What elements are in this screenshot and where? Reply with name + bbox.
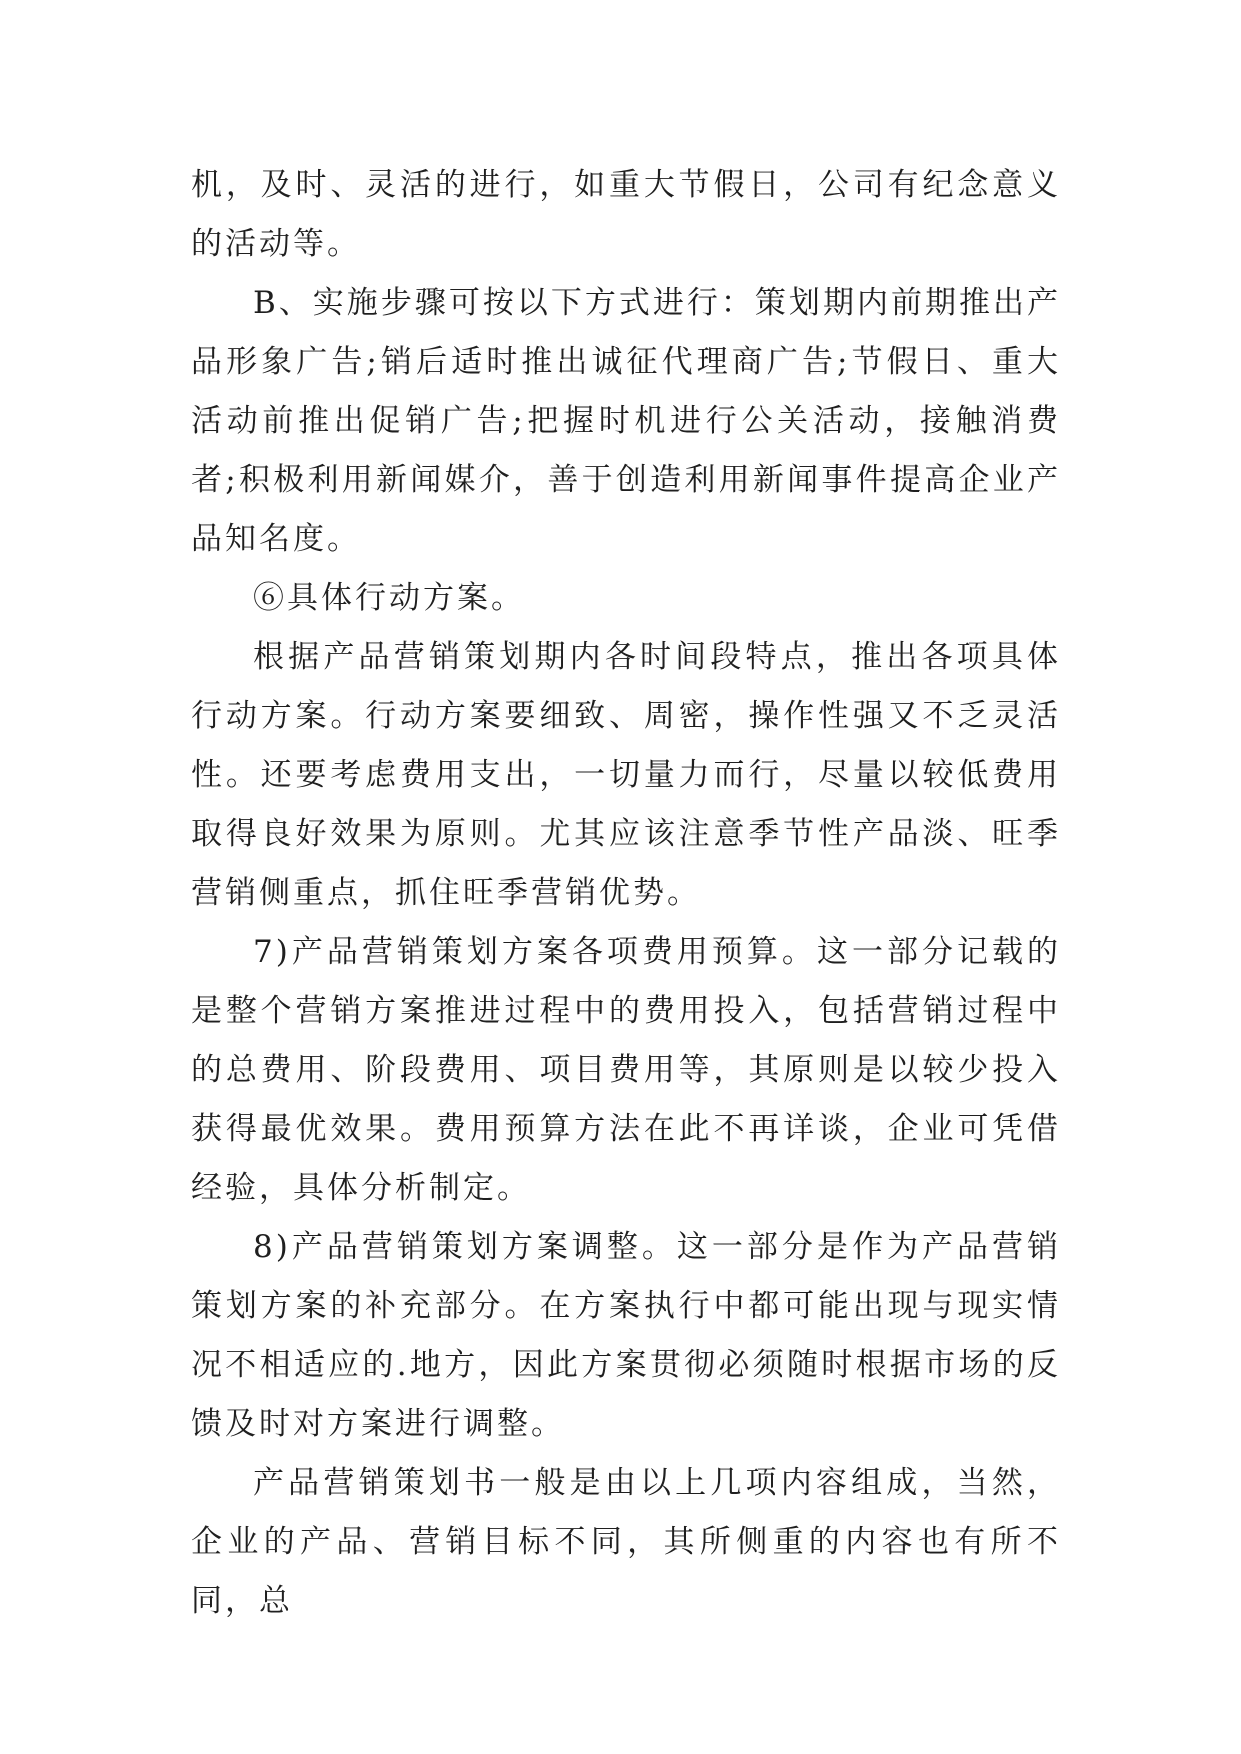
paragraph-continuation: 机，及时、灵活的进行，如重大节假日，公司有纪念意义的活动等。 — [191, 167, 1061, 262]
paragraph-summary: 产品营销策划书一般是由以上几项内容组成，当然，企业的产品、营销目标不同，其所侧重的内容也有所不同，总 — [191, 1465, 1061, 1619]
paragraph-heading-action-plan: ⑥具体行动方案。 — [253, 580, 525, 616]
document-body — [191, 156, 1061, 1631]
paragraph-adjustment: 8)产品营销策划方案调整。这一部分是作为产品营销策划方案的补充部分。在方案执行中都可能出现与现实情况不相适应的.地方，因此方案贯彻必须随时根据市场的反馈及时对方案进行调整。 — [191, 1229, 1061, 1442]
paragraph-budget: 7)产品营销策划方案各项费用预算。这一部分记载的是整个营销方案推进过程中的费用投入，包括营销过程中的总费用、阶段费用、项目费用等，其原则是以较少投入获得最优效果。费用预算方法在此不再详谈，企业可凭借经验，具体分析制定。 — [191, 934, 1061, 1206]
paragraph-implementation-steps: B、实施步骤可按以下方式进行：策划期内前期推出产品形象广告;销后适时推出诚征代理商广告;节假日、重大活动前推出促销广告;把握时机进行公关活动，接触消费者;积极利用新闻媒介，善于创造利用新闻事件提高企业产品知名度。 — [191, 285, 1061, 557]
paragraph-action-plan: 根据产品营销策划期内各时间段特点，推出各项具体行动方案。行动方案要细致、周密，操作性强又不乏灵活性。还要考虑费用支出，一切量力而行，尽量以较低费用取得良好效果为原则。尤其应该注意季节性产品淡、旺季营销侧重点，抓住旺季营销优势。 — [191, 639, 1061, 911]
